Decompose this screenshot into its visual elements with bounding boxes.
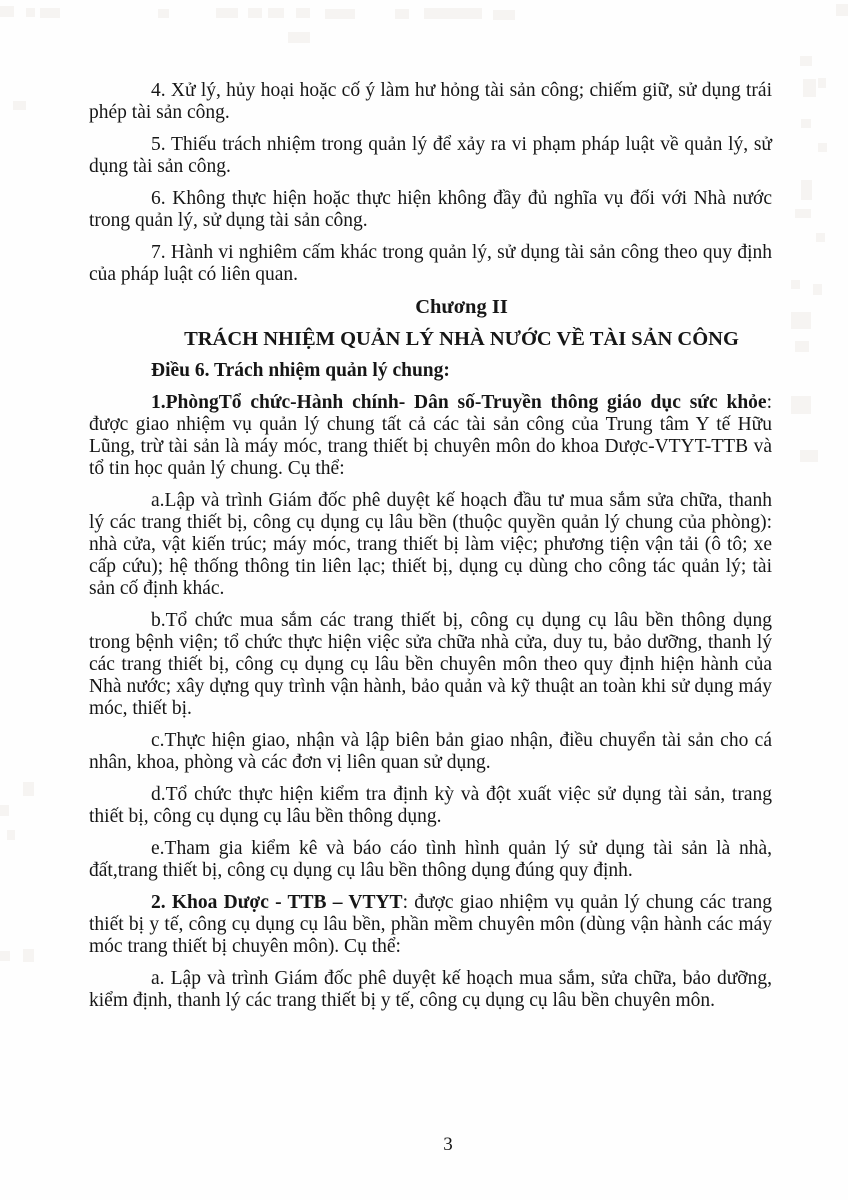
scan-artifact: [13, 101, 26, 110]
clause-1: [89, 392, 772, 480]
scan-artifact: [248, 8, 262, 18]
clause-1-subitem-a: a.Lập và trình Giám đốc phê duyệt kế hoạch đầu tư mua sắm sửa chữa, thanh lý các trang thiết bị, công cụ dụng cụ lâu bền (thuộc quyền quản lý chung của phòng): nhà cửa, vật kiến trúc; máy móc, trang thiết bị làm việc; phương tiện vận tải (ô tô; xe cấp cứu); hệ thống thông tin liên lạc; thiết bị, dụng cụ dùng cho công tác quản lý; tài sản cố định khác.: [89, 490, 772, 599]
scan-artifact: [836, 4, 848, 16]
prohibited-item-6: 6. Không thực hiện hoặc thực hiện không đầy đủ nghĩa vụ đối với Nhà nước trong quản lý, sử dụng tài sản công.: [89, 188, 772, 231]
scan-artifact: [818, 78, 826, 88]
scan-artifact: [40, 8, 60, 18]
scan-artifact: [816, 233, 825, 242]
scan-artifact: [0, 6, 14, 17]
scan-artifact: [26, 8, 35, 17]
scan-artifact: [23, 782, 34, 796]
scan-artifact: [0, 805, 9, 816]
scan-artifact: [813, 284, 822, 295]
scan-artifact: [801, 180, 812, 200]
chapter-title: TRÁCH NHIỆM QUẢN LÝ NHÀ NƯỚC VỀ TÀI SẢN CÔNG: [184, 328, 739, 350]
scan-artifact: [296, 8, 310, 18]
clause-1-subitem-b: b.Tổ chức mua sắm các trang thiết bị, công cụ dụng cụ lâu bền thông dụng trong bệnh viện; tổ chức thực hiện việc sửa chữa nhà cửa, duy tu, bảo dưỡng, thanh lý các trang thiết bị, công cụ dụng cụ lâu bền chuyên môn theo quy định hiện hành của Nhà nước; xây dựng quy trình vận hành, bảo quản và kỹ thuật an toàn khi sử dụng máy móc, thiết bị.: [89, 610, 772, 719]
scan-artifact: [791, 312, 811, 329]
prohibited-item-7: 7. Hành vi nghiêm cấm khác trong quản lý, sử dụng tài sản công theo quy định của pháp luật có liên quan.: [89, 242, 772, 285]
chapter-label: Chương II: [415, 296, 508, 318]
clause-1-text: : được giao nhiệm vụ quản lý chung tất cả các tài sản công của Trung tâm Y tế Hữu Lũng, trừ tài sản là máy móc, trang thiết bị chuyên môn do khoa Dược-VTYT-TTB và tổ tin học quản lý chung. Cụ thể:: [89, 392, 772, 479]
scan-artifact: [288, 32, 310, 43]
scan-artifact: [800, 56, 812, 66]
scan-artifact: [795, 341, 809, 352]
clause-1-subitem-e: e.Tham gia kiểm kê và báo cáo tình hình quản lý sử dụng tài sản là nhà, đất,trang thiết bị, công cụ dụng cụ lâu bền thông dụng đúng quy định.: [89, 838, 772, 881]
clause-2: [89, 892, 772, 958]
scan-artifact: [795, 209, 811, 218]
scan-artifact: [791, 396, 811, 414]
scan-artifact: [803, 79, 816, 97]
scan-artifact: [216, 8, 238, 18]
clause-2-text: : được giao nhiệm vụ quản lý chung các trang thiết bị y tế, công cụ dụng cụ lâu bền, phần mềm chuyên môn (dùng vận hành các máy móc trang thiết bị chuyên môn). Cụ thể:: [89, 892, 772, 957]
scan-artifact: [800, 450, 818, 462]
page-number: 3: [443, 1134, 453, 1155]
prohibited-item-5: 5. Thiếu trách nhiệm trong quản lý để xảy ra vi phạm pháp luật về quản lý, sử dụng tài sản công.: [89, 134, 772, 177]
scan-artifact: [325, 9, 355, 19]
scan-artifact: [791, 280, 800, 289]
scan-artifact: [7, 830, 15, 840]
clause-2-subitem-a: a. Lập và trình Giám đốc phê duyệt kế hoạch mua sắm, sửa chữa, bảo dưỡng, kiểm định, thanh lý các trang thiết bị y tế, công cụ dụng cụ lâu bền chuyên môn.: [89, 968, 772, 1011]
scan-artifact: [493, 10, 515, 20]
scan-artifact: [0, 951, 10, 961]
scan-artifact: [158, 9, 169, 18]
scan-artifact: [818, 143, 827, 152]
page-content: [89, 80, 772, 1022]
clause-1-subitem-d: d.Tổ chức thực hiện kiểm tra định kỳ và đột xuất việc sử dụng tài sản, trang thiết bị, công cụ dụng cụ lâu bền thông dụng.: [89, 784, 772, 827]
prohibited-item-4: 4. Xử lý, hủy hoại hoặc cố ý làm hư hỏng tài sản công; chiếm giữ, sử dụng trái phép tài sản công.: [89, 80, 772, 123]
scan-artifact: [23, 949, 34, 962]
clause-1-label: 1.PhòngTổ chức-Hành chính- Dân số-Truyền thông giáo dục sức khỏe: [151, 392, 767, 413]
clause-1-subitem-c: c.Thực hiện giao, nhận và lập biên bản giao nhận, điều chuyển tài sản cho cá nhân, khoa, phòng và các đơn vị liên quan sử dụng.: [89, 730, 772, 773]
clause-2-label: 2. Khoa Dược - TTB – VTYT: [151, 892, 403, 913]
scan-artifact: [801, 119, 811, 128]
article-heading: Điều 6. Trách nhiệm quản lý chung:: [151, 360, 450, 381]
scan-artifact: [424, 8, 482, 19]
scan-artifact: [395, 9, 409, 19]
scan-artifact: [268, 8, 284, 18]
